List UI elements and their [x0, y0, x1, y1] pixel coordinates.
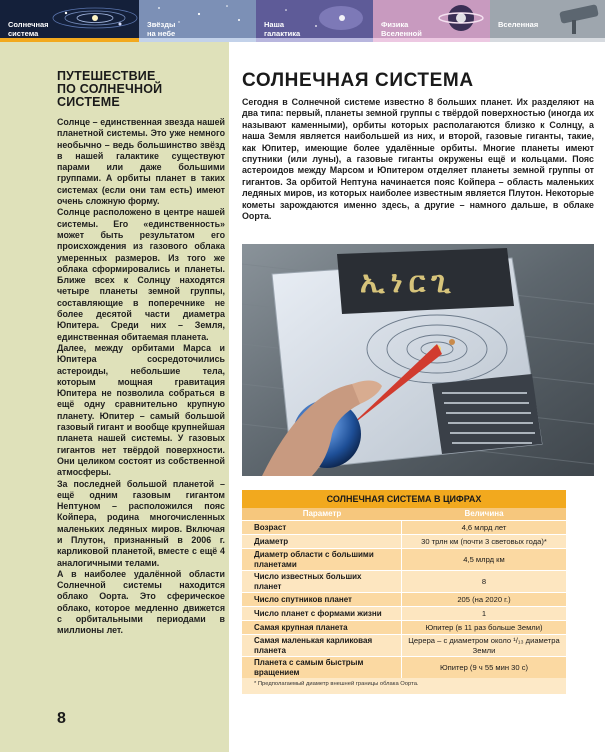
- tab-strip: [373, 38, 490, 42]
- solar-system-photo: [242, 244, 594, 476]
- section-tabs: [0, 0, 605, 42]
- table-row: [242, 620, 566, 634]
- param-cell: Число спутников планет: [242, 593, 402, 606]
- tab-solar-system[interactable]: [0, 0, 139, 42]
- value-cell: 205 (на 2020 г.): [457, 594, 511, 604]
- sidebar: [0, 42, 229, 752]
- value-cell: 4,6 млрд лет: [461, 522, 507, 532]
- table-row: [242, 606, 566, 620]
- table-title: СОЛНЕЧНАЯ СИСТЕМА В ЦИФРАХ: [242, 490, 566, 508]
- tab-label: Наша галактика: [264, 20, 301, 38]
- sidebar-paragraph: А в наиболее удалённой области Солнечной системы находится облако Оорта. Это сферическое облако, которое медленно движется с орбитальными периодами в миллионы лет.: [57, 568, 225, 636]
- table-row: [242, 548, 566, 570]
- table-row: [242, 534, 566, 548]
- sidebar-title: ПУТЕШЕСТВИЕ ПО СОЛНЕЧНОЙ СИСТЕМЕ: [57, 69, 163, 109]
- value-cell: 30 трлн км (почти 3 световых года)*: [421, 536, 547, 546]
- sidebar-paragraph: Далее, между орбитами Марса и Юпитера сосредоточились астероиды, небольшие тела, которым мощная гравитация Юпитера не позволила собраться в ещё одну сравнительно крупную планету. Юпитер – самый большой газовый гигант и вообще крупнейшая планета нашей системы. У газовых гигантов нет твёрдой поверхности. Они целиком состоят из собственной атмосферы.: [57, 342, 225, 478]
- tab-label: Звёзды на небе: [147, 20, 176, 38]
- table-body: [242, 520, 566, 678]
- tab-stars[interactable]: [139, 0, 256, 42]
- value-cell: 8: [481, 576, 487, 586]
- param-cell: Самая маленькая карликовая планета: [242, 635, 402, 656]
- param-cell: Самая крупная планета: [242, 621, 402, 634]
- tab-strip: [139, 38, 256, 42]
- intro-paragraph: Сегодня в Солнечной системе известно 8 больших планет. Их разделяют на два типа: первый, планеты земной группы с твёрдой поверхностью (иногда их называют каменными), орбиты которых располагаются близко к Солнцу, а наша Земля является наибольшей из них, и второй, газовые гиганты, такие, как Юпитер, имеющие более удалённые орбиты. Многие планеты имеют спутники (или луны), а газовые гиганты окружены ещё и кольцами. Пояс астероидов между Марсом и Юпитером отделяет планеты земной группы от гигантов. За орбитой Нептуна начинается пояс Койпера – область маленьких ледяных миров, из которых наиболее известным является Плутон. Некоторые кометы зарождаются именно здесь, а другие – намного дальше, в облаке Оорта.: [242, 97, 594, 222]
- param-cell: Число известных больших планет: [242, 571, 402, 592]
- param-cell: Диаметр: [242, 535, 402, 548]
- value-cell: 4,5 млрд км: [463, 554, 505, 564]
- param-cell: Планета с самым быстрым вращением: [242, 657, 402, 678]
- tab-label: Физика Вселенной: [381, 20, 422, 38]
- table-footnote: * Предполагаемый диаметр внешней границы облака Оорта.: [242, 678, 566, 694]
- tab-galaxy[interactable]: [256, 0, 373, 42]
- table-row: [242, 570, 566, 592]
- sidebar-paragraph: Солнце – единственная звезда нашей планетной системы. Это уже немного необычно – ведь большинство звёзд в нашей галактике существуют парами или даже большими группами. А орбиты планет в таких системах (если они там есть) имеют очень сложную форму.: [57, 117, 225, 207]
- value-cell: Юпитер (в 11 раз больше Земли): [425, 622, 543, 632]
- column-header-value: Величина: [464, 509, 504, 518]
- sidebar-paragraph: За последней большой планетой – ещё одним газовым гигантом Нептуном – расположился пояс Койпера, родина многочисленных маленьких ледяных миров. Включая и Плутон, признанный в 2006 г. карликовой планетой, вместе с ещё 4 аналогичными телами.: [57, 478, 225, 568]
- sidebar-text: [57, 117, 225, 637]
- table-row: [242, 592, 566, 606]
- svg-text:ኢነርጊ: ኢነርጊ: [360, 266, 457, 299]
- tab-physics[interactable]: [373, 0, 490, 42]
- tab-universe[interactable]: [490, 0, 605, 42]
- page-title: СОЛНЕЧНАЯ СИСТЕМА: [242, 70, 474, 91]
- active-tab-indicator: [0, 38, 139, 42]
- param-cell: Число планет с формами жизни: [242, 607, 402, 620]
- value-cell: 1: [481, 608, 487, 618]
- tab-label: Солнечная система: [8, 20, 49, 38]
- page-number: 8: [57, 710, 66, 727]
- value-cell: Церера – с диаметром около ¹/₁₃ диаметра Земли: [408, 636, 560, 655]
- sidebar-paragraph: Солнце расположено в центре нашей системы. Его «единственность» может быть результатом его происхождения из газового облака умеренных размеров. Из того же облака сформировались и планеты. Ближе всех к Солнцу находятся четыре планеты земной группы, составляющие в поперечнике не более десятой части диаметра Юпитера. Среди них – Земля, единственная обитаемая планета.: [57, 207, 225, 342]
- table-row: [242, 520, 566, 534]
- facts-table: [242, 490, 566, 694]
- table-column-headers: [242, 508, 566, 520]
- value-cell: Юпитер (9 ч 55 мин 30 с): [439, 662, 529, 672]
- tab-strip: [490, 38, 605, 42]
- table-row: [242, 656, 566, 678]
- tab-label: Вселенная: [498, 20, 539, 29]
- table-row: [242, 634, 566, 656]
- param-cell: Возраст: [242, 521, 402, 534]
- column-header-param: Параметр: [302, 509, 342, 518]
- tab-strip: [256, 38, 373, 42]
- param-cell: Диаметр области с большими планетами: [242, 549, 402, 570]
